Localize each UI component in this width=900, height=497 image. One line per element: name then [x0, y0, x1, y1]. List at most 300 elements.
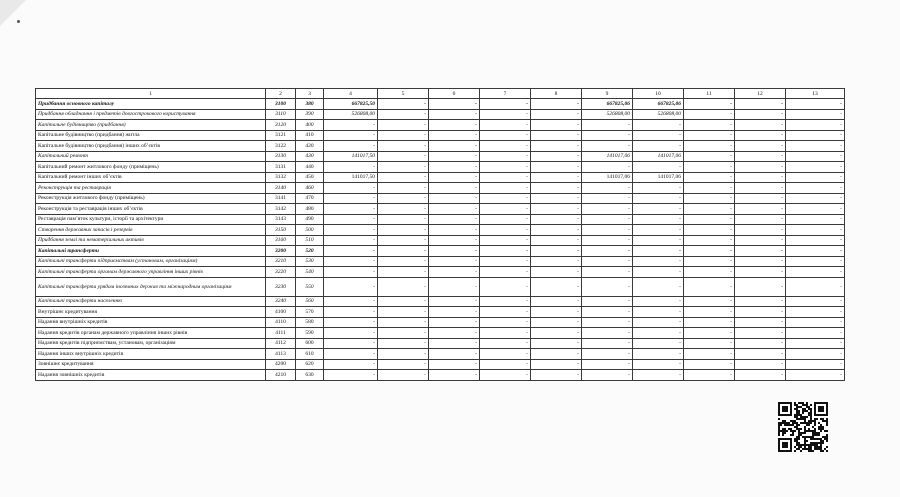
- code-cell: 3122: [266, 141, 296, 152]
- amount-cell: 141017,50: [324, 172, 378, 183]
- row-label: Внутрішнє кредитування: [36, 307, 266, 318]
- amount-cell: 526808,00: [324, 109, 378, 120]
- amount-cell: -: [429, 349, 480, 360]
- table-row: [36, 235, 845, 246]
- amount-cell: -: [324, 328, 378, 339]
- amount-cell: -: [735, 267, 786, 278]
- code-cell: 3100: [266, 99, 296, 110]
- amount-cell: -: [582, 349, 633, 360]
- amount-cell: -: [378, 141, 429, 152]
- amount-cell: -: [429, 204, 480, 215]
- amount-cell: -: [378, 214, 429, 225]
- amount-cell: -: [684, 214, 735, 225]
- amount-cell: -: [582, 256, 633, 267]
- table-row: [36, 296, 845, 307]
- line-code-cell: 520: [296, 246, 324, 257]
- amount-cell: -: [480, 317, 531, 328]
- col-header: 10: [633, 89, 684, 99]
- amount-cell: -: [633, 277, 684, 296]
- amount-cell: -: [786, 172, 845, 183]
- amount-cell: -: [684, 246, 735, 257]
- amount-cell: -: [480, 120, 531, 131]
- amount-cell: -: [429, 162, 480, 173]
- amount-cell: -: [480, 338, 531, 349]
- line-code-cell: 530: [296, 256, 324, 267]
- amount-cell: -: [531, 328, 582, 339]
- amount-cell: -: [735, 246, 786, 257]
- amount-cell: -: [735, 225, 786, 236]
- amount-cell: -: [684, 277, 735, 296]
- amount-cell: -: [735, 172, 786, 183]
- col-header: 8: [531, 89, 582, 99]
- line-code-cell: 500: [296, 225, 324, 236]
- amount-cell: -: [582, 359, 633, 370]
- table-row: [36, 370, 845, 381]
- amount-cell: -: [633, 225, 684, 236]
- amount-cell: -: [378, 109, 429, 120]
- amount-cell: -: [480, 349, 531, 360]
- code-cell: 3131: [266, 162, 296, 173]
- amount-cell: -: [324, 130, 378, 141]
- amount-cell: -: [633, 359, 684, 370]
- amount-cell: -: [378, 172, 429, 183]
- amount-cell: -: [324, 359, 378, 370]
- amount-cell: -: [324, 235, 378, 246]
- row-label: Придбання основного капіталу: [36, 99, 266, 110]
- row-label: Надання зовнішніх кредитів: [36, 370, 266, 381]
- amount-cell: -: [480, 359, 531, 370]
- amount-cell: -: [324, 193, 378, 204]
- amount-cell: -: [378, 349, 429, 360]
- amount-cell: -: [531, 109, 582, 120]
- amount-cell: -: [429, 296, 480, 307]
- amount-cell: -: [429, 338, 480, 349]
- amount-cell: -: [582, 204, 633, 215]
- table-row: [36, 120, 845, 131]
- amount-cell: -: [735, 193, 786, 204]
- amount-cell: -: [480, 225, 531, 236]
- amount-cell: -: [324, 267, 378, 278]
- amount-cell: -: [378, 277, 429, 296]
- amount-cell: -: [480, 183, 531, 194]
- col-header: 13: [786, 89, 845, 99]
- amount-cell: -: [324, 214, 378, 225]
- amount-cell: -: [582, 296, 633, 307]
- row-label: Капітальне будівництво (придбання) житла: [36, 130, 266, 141]
- amount-cell: -: [324, 183, 378, 194]
- amount-cell: -: [480, 267, 531, 278]
- table-row: [36, 151, 845, 162]
- qr-code-icon: [778, 402, 828, 452]
- amount-cell: -: [735, 99, 786, 110]
- amount-cell: -: [786, 307, 845, 318]
- amount-cell: -: [378, 151, 429, 162]
- code-cell: 3200: [266, 246, 296, 257]
- amount-cell: -: [531, 370, 582, 381]
- amount-cell: -: [684, 256, 735, 267]
- amount-cell: -: [684, 267, 735, 278]
- code-cell: 4110: [266, 317, 296, 328]
- amount-cell: -: [378, 296, 429, 307]
- amount-cell: 141017,06: [633, 151, 684, 162]
- amount-cell: -: [429, 359, 480, 370]
- amount-cell: -: [684, 120, 735, 131]
- row-label: Створення державних запасів і резервів: [36, 225, 266, 236]
- line-code-cell: 600: [296, 338, 324, 349]
- amount-cell: -: [582, 246, 633, 257]
- amount-cell: -: [786, 204, 845, 215]
- amount-cell: -: [582, 328, 633, 339]
- code-cell: 3130: [266, 151, 296, 162]
- amount-cell: -: [378, 338, 429, 349]
- amount-cell: -: [735, 204, 786, 215]
- amount-cell: -: [684, 204, 735, 215]
- amount-cell: -: [786, 235, 845, 246]
- line-code-cell: 410: [296, 130, 324, 141]
- table-row: [36, 267, 845, 278]
- amount-cell: -: [429, 141, 480, 152]
- amount-cell: -: [582, 183, 633, 194]
- amount-cell: -: [735, 359, 786, 370]
- amount-cell: -: [429, 193, 480, 204]
- amount-cell: -: [582, 141, 633, 152]
- amount-cell: -: [378, 317, 429, 328]
- amount-cell: -: [684, 307, 735, 318]
- amount-cell: -: [480, 162, 531, 173]
- amount-cell: -: [735, 162, 786, 173]
- amount-cell: -: [735, 141, 786, 152]
- row-label: Надання інших внутрішніх кредитів: [36, 349, 266, 360]
- amount-cell: -: [633, 256, 684, 267]
- amount-cell: -: [378, 225, 429, 236]
- amount-cell: -: [531, 214, 582, 225]
- table-row: [36, 338, 845, 349]
- amount-cell: -: [735, 307, 786, 318]
- amount-cell: 667825,06: [633, 99, 684, 110]
- amount-cell: -: [531, 317, 582, 328]
- row-label: Придбання обладнання і предметів довгострокового користування: [36, 109, 266, 120]
- amount-cell: -: [582, 214, 633, 225]
- row-label: Капітальні трансферти населенню: [36, 296, 266, 307]
- amount-cell: -: [324, 120, 378, 131]
- amount-cell: 141017,06: [633, 172, 684, 183]
- amount-cell: -: [735, 214, 786, 225]
- amount-cell: -: [531, 99, 582, 110]
- code-cell: 3140: [266, 183, 296, 194]
- amount-cell: -: [684, 235, 735, 246]
- table-row: [36, 99, 845, 110]
- amount-cell: -: [378, 204, 429, 215]
- header-row: [36, 89, 845, 99]
- amount-cell: -: [480, 109, 531, 120]
- amount-cell: -: [378, 130, 429, 141]
- amount-cell: -: [684, 359, 735, 370]
- table-row: [36, 109, 845, 120]
- amount-cell: -: [429, 256, 480, 267]
- code-cell: 3220: [266, 267, 296, 278]
- code-cell: 3230: [266, 277, 296, 296]
- amount-cell: -: [480, 172, 531, 183]
- amount-cell: -: [582, 120, 633, 131]
- line-code-cell: 570: [296, 307, 324, 318]
- table-body: [36, 99, 845, 381]
- line-code-cell: 450: [296, 172, 324, 183]
- amount-cell: -: [633, 235, 684, 246]
- amount-cell: -: [786, 193, 845, 204]
- amount-cell: -: [786, 151, 845, 162]
- amount-cell: -: [324, 317, 378, 328]
- amount-cell: -: [633, 328, 684, 339]
- amount-cell: -: [378, 256, 429, 267]
- amount-cell: -: [582, 162, 633, 173]
- amount-cell: -: [684, 99, 735, 110]
- amount-cell: -: [480, 296, 531, 307]
- amount-cell: -: [480, 193, 531, 204]
- amount-cell: -: [531, 235, 582, 246]
- amount-cell: -: [429, 120, 480, 131]
- amount-cell: -: [633, 183, 684, 194]
- code-cell: 3120: [266, 120, 296, 131]
- col-header: 9: [582, 89, 633, 99]
- amount-cell: -: [684, 183, 735, 194]
- amount-cell: -: [582, 267, 633, 278]
- code-cell: 4100: [266, 307, 296, 318]
- amount-cell: -: [786, 130, 845, 141]
- amount-cell: -: [786, 99, 845, 110]
- amount-cell: -: [429, 130, 480, 141]
- table-row: [36, 193, 845, 204]
- amount-cell: -: [786, 277, 845, 296]
- amount-cell: -: [684, 349, 735, 360]
- amount-cell: -: [735, 151, 786, 162]
- amount-cell: -: [684, 172, 735, 183]
- amount-cell: -: [684, 130, 735, 141]
- amount-cell: -: [735, 130, 786, 141]
- amount-cell: -: [684, 193, 735, 204]
- code-cell: 3143: [266, 214, 296, 225]
- row-label: Капітальні трансферти урядам іноземних держав та міжнародним організаціям: [36, 277, 266, 296]
- row-label: Реконструкція та реставрація: [36, 183, 266, 194]
- amount-cell: -: [378, 307, 429, 318]
- line-code-cell: 490: [296, 214, 324, 225]
- amount-cell: -: [429, 328, 480, 339]
- amount-cell: -: [786, 267, 845, 278]
- amount-cell: -: [480, 277, 531, 296]
- code-cell: 3142: [266, 204, 296, 215]
- amount-cell: -: [480, 328, 531, 339]
- amount-cell: -: [531, 120, 582, 131]
- amount-cell: 667825,50: [324, 99, 378, 110]
- line-code-cell: 560: [296, 296, 324, 307]
- amount-cell: -: [786, 359, 845, 370]
- amount-cell: -: [480, 307, 531, 318]
- line-code-cell: 420: [296, 141, 324, 152]
- amount-cell: -: [582, 225, 633, 236]
- amount-cell: -: [786, 328, 845, 339]
- row-label: Капітальний ремонт інших об’єктів: [36, 172, 266, 183]
- amount-cell: -: [429, 317, 480, 328]
- amount-cell: -: [633, 296, 684, 307]
- amount-cell: -: [735, 277, 786, 296]
- amount-cell: -: [531, 267, 582, 278]
- row-label: Реконструкція житлового фонду (приміщень): [36, 193, 266, 204]
- row-label: Реставрація пам’яток культури, історії та архітектури: [36, 214, 266, 225]
- code-cell: 3132: [266, 172, 296, 183]
- table-row: [36, 162, 845, 173]
- amount-cell: -: [531, 307, 582, 318]
- row-label: Капітальний ремонт житлового фонду (приміщень): [36, 162, 266, 173]
- amount-cell: -: [786, 370, 845, 381]
- line-code-cell: 430: [296, 151, 324, 162]
- amount-cell: -: [531, 151, 582, 162]
- code-cell: 3110: [266, 109, 296, 120]
- amount-cell: -: [378, 183, 429, 194]
- row-label: Зовнішнє кредитування: [36, 359, 266, 370]
- amount-cell: -: [480, 141, 531, 152]
- amount-cell: -: [735, 370, 786, 381]
- code-cell: 4200: [266, 359, 296, 370]
- amount-cell: -: [429, 370, 480, 381]
- amount-cell: -: [786, 120, 845, 131]
- row-label: Надання внутрішніх кредитів: [36, 317, 266, 328]
- amount-cell: -: [684, 296, 735, 307]
- line-code-cell: 610: [296, 349, 324, 360]
- amount-cell: -: [378, 359, 429, 370]
- amount-cell: -: [480, 370, 531, 381]
- amount-cell: -: [735, 328, 786, 339]
- amount-cell: -: [786, 183, 845, 194]
- amount-cell: -: [429, 99, 480, 110]
- amount-cell: 667825,06: [582, 99, 633, 110]
- amount-cell: -: [786, 256, 845, 267]
- col-header: 12: [735, 89, 786, 99]
- table-row: [36, 317, 845, 328]
- table-row: [36, 277, 845, 296]
- line-code-cell: 400: [296, 120, 324, 131]
- amount-cell: -: [531, 172, 582, 183]
- row-label: Капітальне будівництво (придбання) інших об’єктів: [36, 141, 266, 152]
- amount-cell: -: [684, 109, 735, 120]
- amount-cell: -: [324, 162, 378, 173]
- line-code-cell: 550: [296, 277, 324, 296]
- col-header: 6: [429, 89, 480, 99]
- row-label: Придбання землі та нематеріальних активів: [36, 235, 266, 246]
- amount-cell: -: [531, 193, 582, 204]
- amount-cell: -: [582, 235, 633, 246]
- amount-cell: -: [633, 246, 684, 257]
- line-code-cell: 510: [296, 235, 324, 246]
- row-label: Капітальні трансферти підприємствам (установам, організаціям): [36, 256, 266, 267]
- amount-cell: -: [480, 214, 531, 225]
- amount-cell: 141017,50: [324, 151, 378, 162]
- amount-cell: -: [684, 317, 735, 328]
- scan-mark: [17, 20, 20, 23]
- amount-cell: -: [735, 235, 786, 246]
- amount-cell: -: [324, 338, 378, 349]
- table-row: [36, 130, 845, 141]
- amount-cell: -: [378, 193, 429, 204]
- amount-cell: -: [324, 256, 378, 267]
- table-row: [36, 183, 845, 194]
- amount-cell: -: [633, 214, 684, 225]
- amount-cell: -: [735, 183, 786, 194]
- amount-cell: -: [582, 338, 633, 349]
- amount-cell: -: [633, 307, 684, 318]
- code-cell: 4210: [266, 370, 296, 381]
- amount-cell: -: [324, 296, 378, 307]
- amount-cell: -: [582, 277, 633, 296]
- col-header: 1: [36, 89, 266, 99]
- amount-cell: -: [378, 162, 429, 173]
- amount-cell: -: [633, 317, 684, 328]
- amount-cell: 141017,06: [582, 151, 633, 162]
- amount-cell: -: [531, 204, 582, 215]
- amount-cell: 526808,00: [633, 109, 684, 120]
- row-label: Капітальний ремонт: [36, 151, 266, 162]
- amount-cell: -: [582, 307, 633, 318]
- amount-cell: -: [684, 151, 735, 162]
- amount-cell: -: [735, 317, 786, 328]
- amount-cell: -: [429, 151, 480, 162]
- line-code-cell: 470: [296, 193, 324, 204]
- amount-cell: -: [531, 183, 582, 194]
- amount-cell: -: [480, 130, 531, 141]
- amount-cell: -: [324, 246, 378, 257]
- row-label: Капітальні трансферти: [36, 246, 266, 257]
- line-code-cell: 580: [296, 317, 324, 328]
- amount-cell: -: [633, 370, 684, 381]
- amount-cell: -: [735, 109, 786, 120]
- amount-cell: 141017,06: [582, 172, 633, 183]
- amount-cell: -: [633, 338, 684, 349]
- row-label: Надання кредитів органам державного управління інших рівнів: [36, 328, 266, 339]
- line-code-cell: 590: [296, 328, 324, 339]
- col-header: 11: [684, 89, 735, 99]
- code-cell: 3210: [266, 256, 296, 267]
- amount-cell: -: [429, 246, 480, 257]
- table-row: [36, 225, 845, 236]
- amount-cell: -: [531, 130, 582, 141]
- amount-cell: -: [480, 256, 531, 267]
- amount-cell: -: [786, 296, 845, 307]
- amount-cell: -: [429, 214, 480, 225]
- amount-cell: -: [324, 307, 378, 318]
- amount-cell: -: [378, 267, 429, 278]
- amount-cell: -: [324, 204, 378, 215]
- col-header: 7: [480, 89, 531, 99]
- table-row: [36, 141, 845, 152]
- code-cell: 3121: [266, 130, 296, 141]
- amount-cell: -: [429, 277, 480, 296]
- table-row: [36, 204, 845, 215]
- amount-cell: -: [324, 225, 378, 236]
- amount-cell: -: [324, 141, 378, 152]
- table-row: [36, 307, 845, 318]
- amount-cell: -: [531, 246, 582, 257]
- amount-cell: -: [531, 277, 582, 296]
- table-row: [36, 246, 845, 257]
- amount-cell: -: [786, 214, 845, 225]
- amount-cell: -: [429, 109, 480, 120]
- amount-cell: -: [378, 99, 429, 110]
- table-row: [36, 214, 845, 225]
- folded-corner: [0, 0, 26, 26]
- col-header: 4: [324, 89, 378, 99]
- amount-cell: -: [324, 277, 378, 296]
- code-cell: 3141: [266, 193, 296, 204]
- table-row: [36, 349, 845, 360]
- line-code-cell: 620: [296, 359, 324, 370]
